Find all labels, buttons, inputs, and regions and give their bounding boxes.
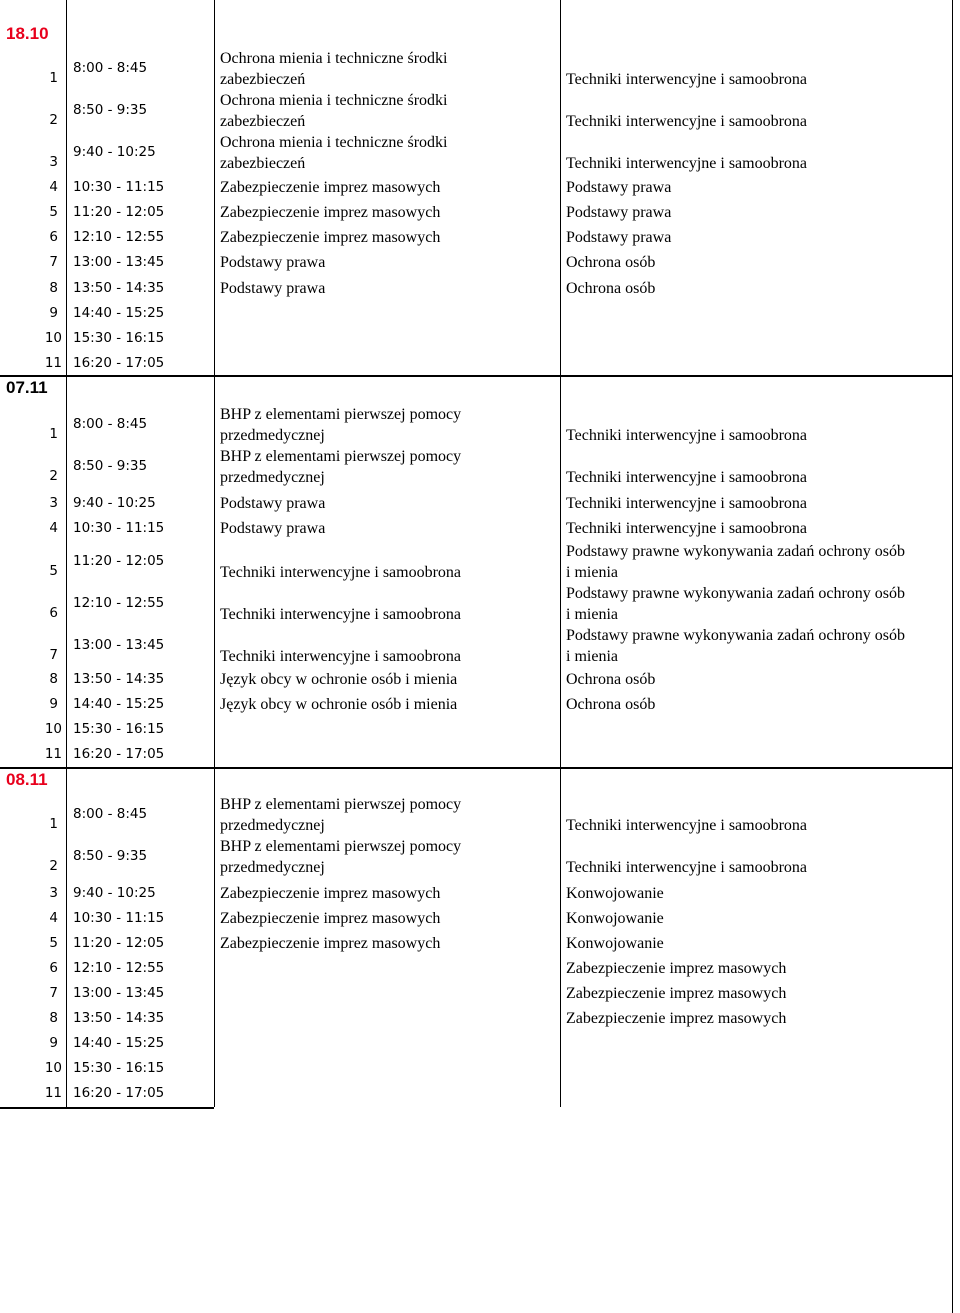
subject-column-2: Ochrona osób [566, 696, 656, 713]
subject-column-1: Podstawy prawa [220, 254, 326, 271]
lesson-time: 16:20 - 17:05 [73, 355, 165, 371]
subject-column-2: Ochrona osób [566, 671, 656, 688]
subject-column-2: Techniki interwencyjne i samoobrona [566, 520, 808, 537]
table-row [0, 301, 960, 326]
block-separator [214, 767, 952, 769]
block-separator [0, 767, 214, 769]
lesson-time: 13:50 - 14:35 [73, 671, 165, 687]
lesson-number: 2 [49, 112, 58, 128]
table-row [0, 404, 960, 446]
lesson-time: 13:50 - 14:35 [73, 280, 165, 296]
lesson-number: 7 [49, 254, 58, 270]
lesson-time: 15:30 - 16:15 [73, 1060, 165, 1076]
subject-column-1: zabezbieczeń [220, 113, 306, 130]
lesson-time: 8:50 - 9:35 [73, 848, 148, 864]
block-separator [0, 375, 214, 377]
subject-column-1: Ochrona mienia i techniczne środki [220, 134, 448, 151]
table-row [0, 276, 960, 301]
lesson-number: 1 [49, 70, 58, 86]
lesson-time: 13:00 - 13:45 [73, 254, 165, 270]
subject-column-1: zabezbieczeń [220, 71, 306, 88]
subject-column-2: Techniki interwencyjne i samoobrona [566, 113, 808, 130]
subject-column-2: Zabezpieczenie imprez masowych [566, 985, 787, 1002]
lesson-number: 6 [49, 960, 58, 976]
lesson-time: 13:00 - 13:45 [73, 637, 165, 653]
table-row [0, 981, 960, 1006]
lesson-number: 4 [49, 520, 58, 536]
lesson-time: 14:40 - 15:25 [73, 305, 165, 321]
subject-column-1: przedmedycznej [220, 817, 325, 834]
table-row [0, 742, 960, 767]
lesson-time: 12:10 - 12:55 [73, 595, 165, 611]
subject-column-2: Techniki interwencyjne i samoobrona [566, 155, 808, 172]
subject-column-1: Zabezpieczenie imprez masowych [220, 885, 441, 902]
lesson-time: 15:30 - 16:15 [73, 330, 165, 346]
table-row [0, 1056, 960, 1081]
lesson-number: 8 [49, 1010, 58, 1026]
subject-column-2: Techniki interwencyjne i samoobrona [566, 469, 808, 486]
table-row [0, 1031, 960, 1056]
subject-column-1: Podstawy prawa [220, 495, 326, 512]
subject-column-1: zabezbieczeń [220, 155, 306, 172]
lesson-time: 10:30 - 11:15 [73, 179, 165, 195]
table-bottom-line [0, 1107, 214, 1109]
subject-column-2: Zabezpieczenie imprez masowych [566, 960, 787, 977]
subject-column-1: przedmedycznej [220, 859, 325, 876]
lesson-time: 9:40 - 10:25 [73, 144, 156, 160]
subject-column-2: i mienia [566, 648, 618, 665]
subject-column-2: Podstawy prawne wykonywania zadań ochrony osób [566, 627, 906, 644]
lesson-time: 8:50 - 9:35 [73, 458, 148, 474]
lesson-number: 1 [49, 816, 58, 832]
lesson-time: 11:20 - 12:05 [73, 204, 165, 220]
date-label: 07.11 [6, 378, 48, 397]
subject-column-1: przedmedycznej [220, 427, 325, 444]
subject-column-1: Podstawy prawa [220, 280, 326, 297]
lesson-time: 15:30 - 16:15 [73, 721, 165, 737]
table-row [0, 931, 960, 956]
subject-column-2: Konwojowanie [566, 885, 664, 902]
lesson-number: 3 [49, 495, 58, 511]
lesson-number: 4 [49, 910, 58, 926]
lesson-time: 8:00 - 8:45 [73, 416, 148, 432]
lesson-number: 10 [44, 1060, 62, 1076]
table-row [0, 175, 960, 200]
subject-column-2: Konwojowanie [566, 910, 664, 927]
lesson-number: 4 [49, 179, 58, 195]
table-row [0, 326, 960, 351]
subject-column-2: Techniki interwencyjne i samoobrona [566, 495, 808, 512]
table-row [0, 541, 960, 583]
lesson-number: 10 [44, 330, 62, 346]
date-label: 18.10 [6, 24, 49, 43]
subject-column-1: Zabezpieczenie imprez masowych [220, 179, 441, 196]
subject-column-1: Ochrona mienia i techniczne środki [220, 50, 448, 67]
lesson-number: 5 [49, 563, 58, 579]
subject-column-2: Podstawy prawne wykonywania zadań ochrony osób [566, 585, 906, 602]
table-row [0, 794, 960, 836]
lesson-number: 11 [44, 1085, 62, 1101]
subject-column-1: Zabezpieczenie imprez masowych [220, 229, 441, 246]
table-row [0, 516, 960, 541]
lesson-number: 5 [49, 204, 58, 220]
subject-column-1: Techniki interwencyjne i samoobrona [220, 648, 462, 665]
subject-column-2: Podstawy prawa [566, 179, 672, 196]
table-row [0, 132, 960, 174]
lesson-number: 6 [49, 229, 58, 245]
subject-column-1: BHP z elementami pierwszej pomocy [220, 796, 462, 813]
subject-column-1: Zabezpieczenie imprez masowych [220, 935, 441, 952]
subject-column-2: Techniki interwencyjne i samoobrona [566, 71, 808, 88]
table-row [0, 667, 960, 692]
lesson-time: 12:10 - 12:55 [73, 229, 165, 245]
table-row [0, 1081, 960, 1106]
subject-column-1: Techniki interwencyjne i samoobrona [220, 606, 462, 623]
lesson-time: 11:20 - 12:05 [73, 935, 165, 951]
table-row [0, 906, 960, 931]
lesson-number: 7 [49, 985, 58, 1001]
table-row [0, 200, 960, 225]
lesson-time: 16:20 - 17:05 [73, 1085, 165, 1101]
table-row [0, 583, 960, 625]
lesson-time: 11:20 - 12:05 [73, 553, 165, 569]
table-row [0, 90, 960, 132]
lesson-number: 2 [49, 858, 58, 874]
lesson-time: 13:00 - 13:45 [73, 985, 165, 1001]
lesson-time: 14:40 - 15:25 [73, 1035, 165, 1051]
lesson-number: 7 [49, 647, 58, 663]
table-row [0, 446, 960, 488]
table-row [0, 881, 960, 906]
table-row [0, 956, 960, 981]
lesson-time: 16:20 - 17:05 [73, 746, 165, 762]
subject-column-2: i mienia [566, 606, 618, 623]
subject-column-2: Podstawy prawne wykonywania zadań ochrony osób [566, 543, 906, 560]
lesson-number: 9 [49, 1035, 58, 1051]
subject-column-2: i mienia [566, 564, 618, 581]
subject-column-1: Zabezpieczenie imprez masowych [220, 204, 441, 221]
subject-column-2: Podstawy prawa [566, 229, 672, 246]
table-row [0, 717, 960, 742]
subject-column-1: Język obcy w ochronie osób i mienia [220, 671, 458, 688]
lesson-time: 9:40 - 10:25 [73, 495, 156, 511]
subject-column-1: przedmedycznej [220, 469, 325, 486]
lesson-time: 8:50 - 9:35 [73, 102, 148, 118]
subject-column-2: Techniki interwencyjne i samoobrona [566, 859, 808, 876]
lesson-number: 11 [44, 355, 62, 371]
lesson-time: 14:40 - 15:25 [73, 696, 165, 712]
lesson-number: 11 [44, 746, 62, 762]
table-row [0, 491, 960, 516]
lesson-number: 3 [49, 885, 58, 901]
subject-column-2: Zabezpieczenie imprez masowych [566, 1010, 787, 1027]
subject-column-2: Techniki interwencyjne i samoobrona [566, 427, 808, 444]
date-label: 08.11 [6, 770, 48, 789]
lesson-number: 8 [49, 671, 58, 687]
lesson-number: 2 [49, 468, 58, 484]
table-row [0, 225, 960, 250]
lesson-time: 8:00 - 8:45 [73, 60, 148, 76]
subject-column-2: Techniki interwencyjne i samoobrona [566, 817, 808, 834]
lesson-time: 9:40 - 10:25 [73, 885, 156, 901]
table-row [0, 692, 960, 717]
subject-column-2: Ochrona osób [566, 254, 656, 271]
lesson-number: 6 [49, 605, 58, 621]
lesson-number: 8 [49, 280, 58, 296]
subject-column-1: Ochrona mienia i techniczne środki [220, 92, 448, 109]
block-separator [214, 375, 952, 377]
lesson-number: 9 [49, 696, 58, 712]
table-row [0, 836, 960, 878]
subject-column-1: Język obcy w ochronie osób i mienia [220, 696, 458, 713]
table-row [0, 48, 960, 90]
lesson-time: 12:10 - 12:55 [73, 960, 165, 976]
lesson-number: 10 [44, 721, 62, 737]
lesson-number: 5 [49, 935, 58, 951]
table-row [0, 351, 960, 376]
lesson-time: 10:30 - 11:15 [73, 910, 165, 926]
table-row [0, 1006, 960, 1031]
lesson-number: 3 [49, 154, 58, 170]
table-row [0, 250, 960, 275]
table-row [0, 625, 960, 667]
lesson-number: 1 [49, 426, 58, 442]
subject-column-1: Zabezpieczenie imprez masowych [220, 910, 441, 927]
subject-column-1: BHP z elementami pierwszej pomocy [220, 838, 462, 855]
subject-column-1: BHP z elementami pierwszej pomocy [220, 406, 462, 423]
subject-column-2: Podstawy prawa [566, 204, 672, 221]
subject-column-1: BHP z elementami pierwszej pomocy [220, 448, 462, 465]
subject-column-1: Techniki interwencyjne i samoobrona [220, 564, 462, 581]
subject-column-2: Ochrona osób [566, 280, 656, 297]
lesson-number: 9 [49, 305, 58, 321]
subject-column-1: Podstawy prawa [220, 520, 326, 537]
lesson-time: 10:30 - 11:15 [73, 520, 165, 536]
subject-column-2: Konwojowanie [566, 935, 664, 952]
lesson-time: 13:50 - 14:35 [73, 1010, 165, 1026]
lesson-time: 8:00 - 8:45 [73, 806, 148, 822]
